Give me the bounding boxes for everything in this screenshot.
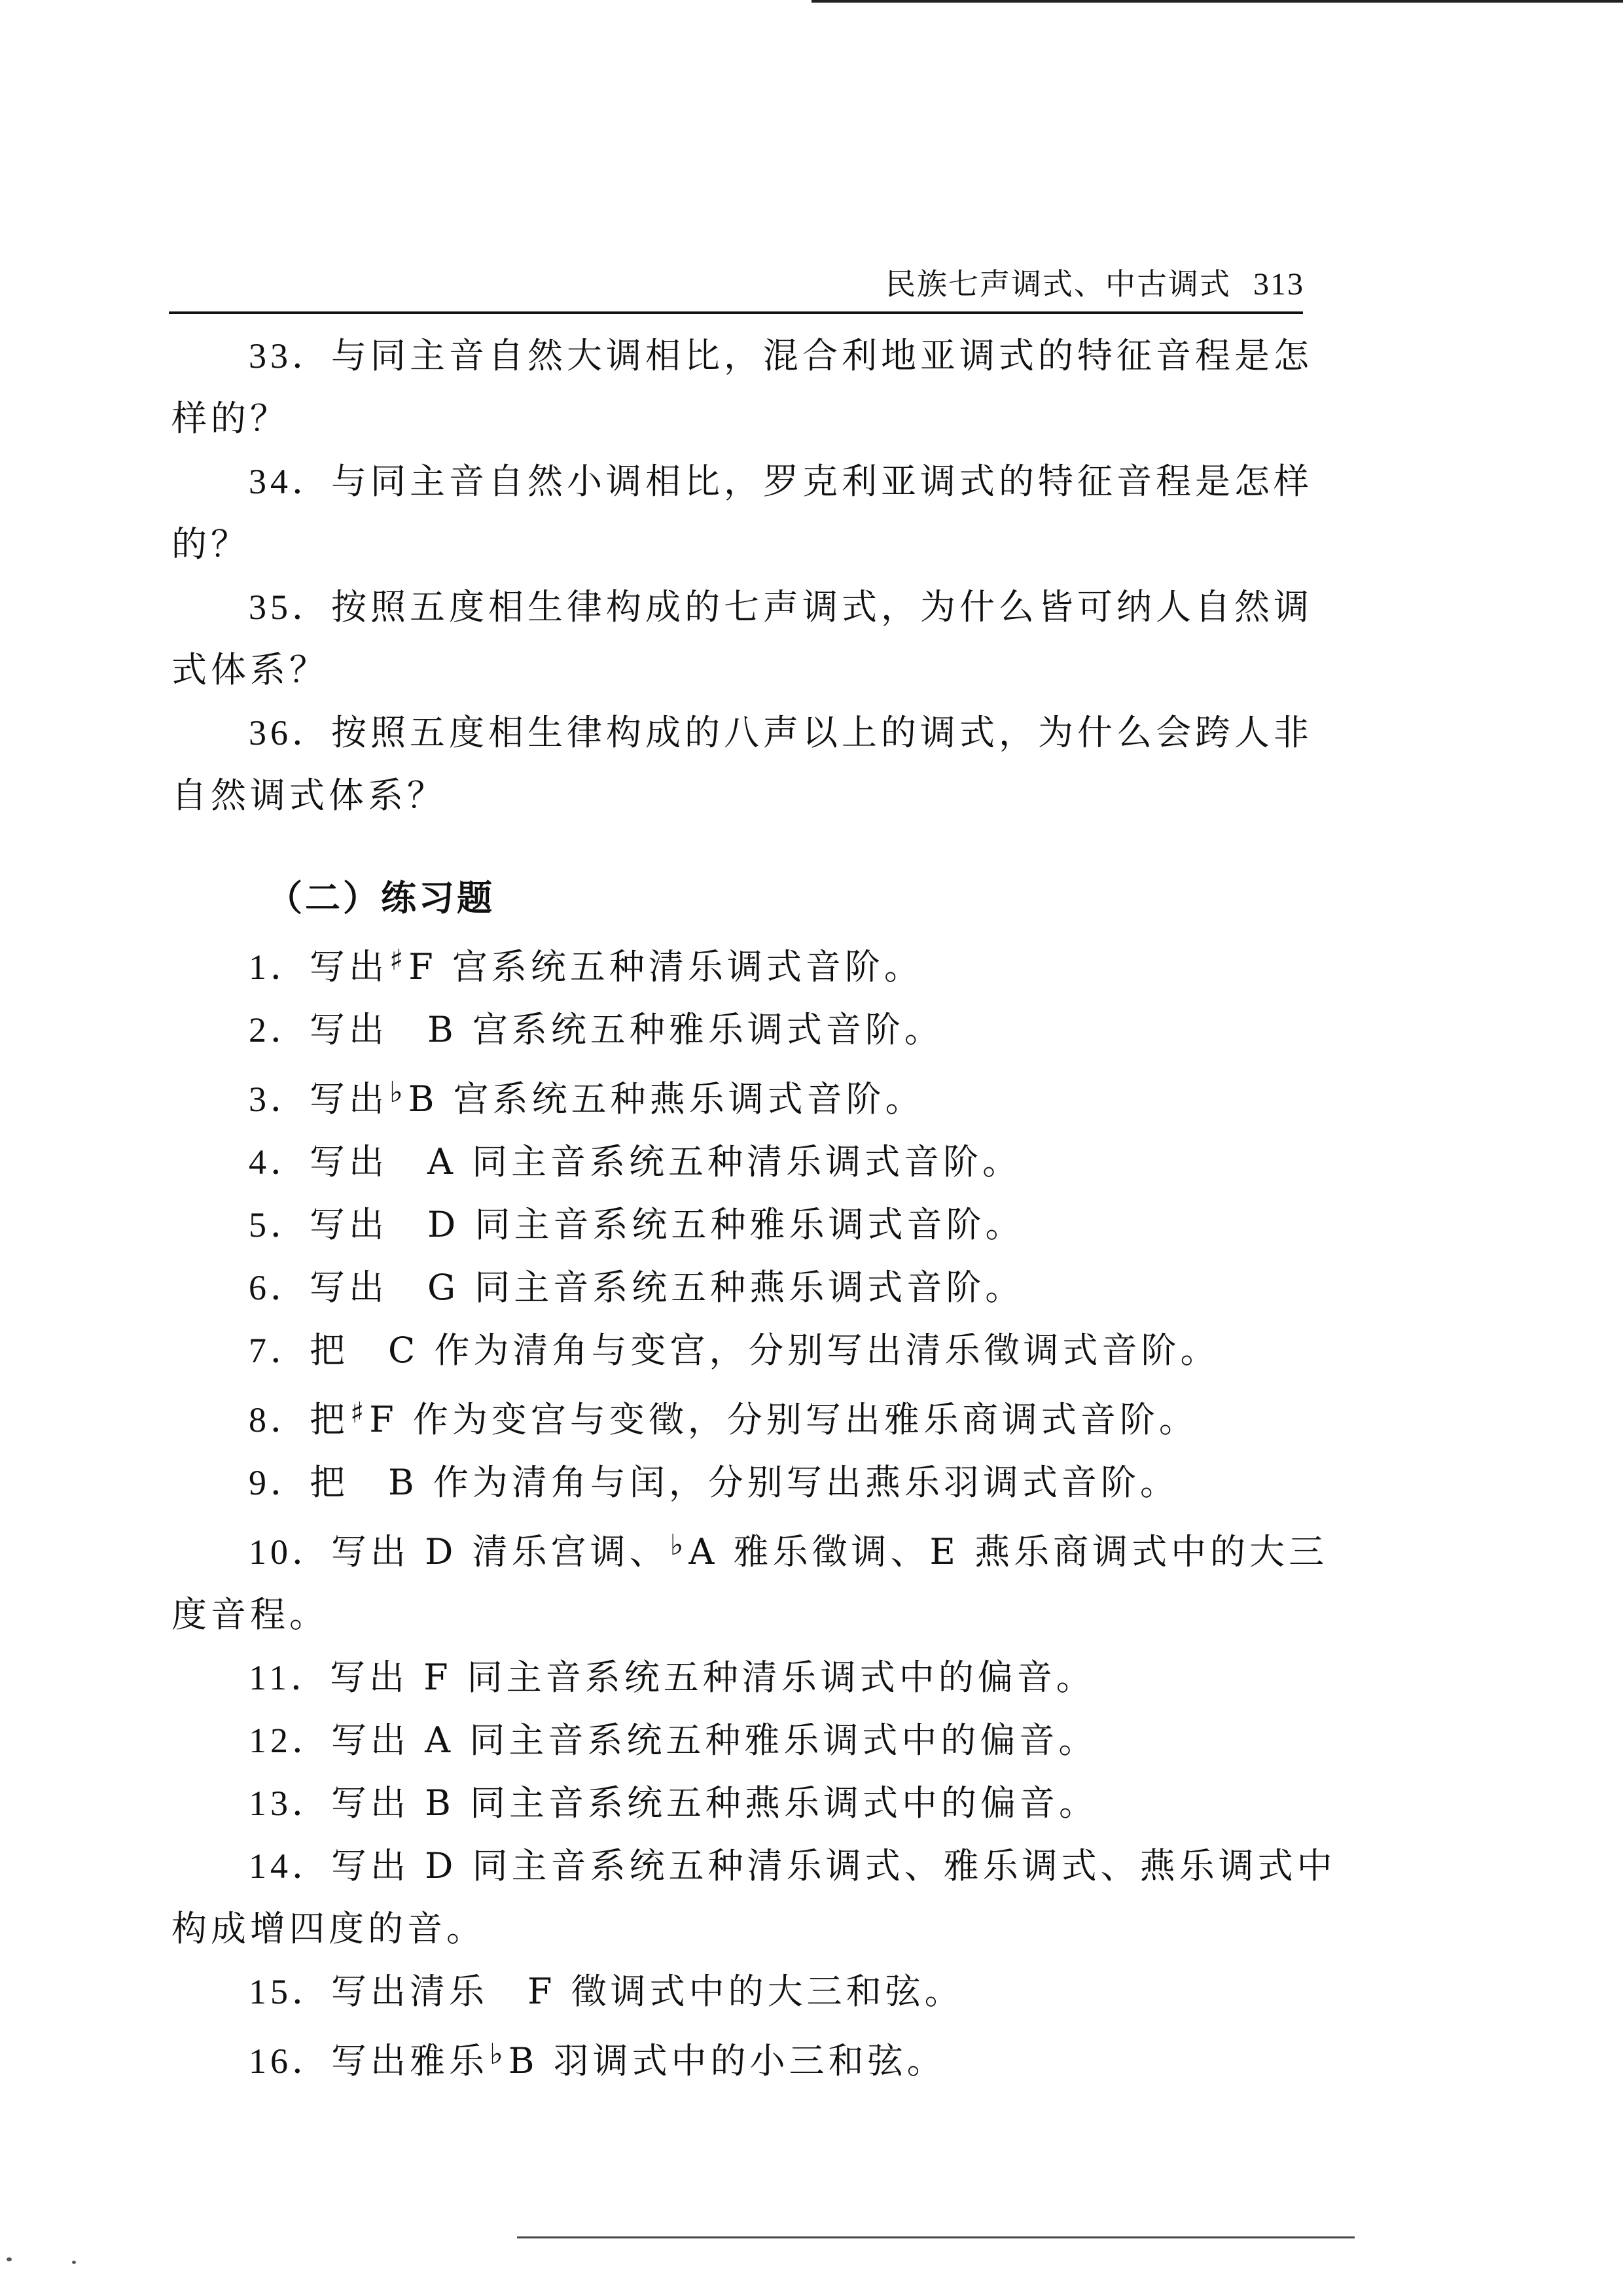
exercise-number: 16 [249, 2041, 292, 2081]
flat-sign-icon: ♭ [389, 1076, 407, 1109]
exercise-number: 4 [249, 1142, 270, 1182]
exercise-4: 4．写出 A 同主音系统五种清乐调式音阶。 [171, 1131, 1330, 1193]
section-heading: （二）练习题 [267, 877, 495, 919]
flat-sign-icon: ♭ [669, 1528, 688, 1562]
exercise-text-continued: 度音程。 [171, 1594, 329, 1635]
exercise-number: 7 [249, 1331, 270, 1370]
page-number: 313 [1253, 267, 1304, 302]
exercise-number: 5 [249, 1205, 270, 1245]
exercise-number: 11 [249, 1658, 291, 1697]
exercise-number: 15 [249, 1972, 292, 2011]
page-body [171, 325, 1336, 2093]
exercise-number: 1 [249, 947, 270, 987]
exercise-15: 15．写出清乐 F 徵调式中的大三和弦。 [171, 1960, 1330, 2023]
exercise-number: 3 [249, 1080, 270, 1119]
exercise-number: 13 [249, 1784, 292, 1823]
exercise-number: 8 [249, 1400, 270, 1439]
exercise-2: 2．写出 B 宫系统五种雅乐调式音阶。 [171, 998, 1330, 1061]
flat-sign-icon: ♭ [490, 2038, 507, 2071]
exercise-12: 12．写出 A 同主音系统五种雅乐调式中的偏音。 [171, 1709, 1330, 1772]
running-title: 民族七声调式、中古调式 [885, 266, 1231, 302]
exercise-14: 14．写出 D 同主音系统五种清乐调式、雅乐调式、燕乐调式中 构成增四度的音。 [171, 1835, 1330, 1960]
question-33 [171, 325, 1330, 450]
question-number: 35 [249, 588, 292, 627]
question-text-continued: 样的？ [171, 398, 289, 439]
exercise-10: 10．写出 D 清乐宫调、♭A 雅乐徵调、E 燕乐商调式中的大三 度音程。 [171, 1514, 1330, 1646]
exercise-9: 9．把 B 作为清角与闰，分别写出燕乐羽调式音阶。 [171, 1451, 1330, 1514]
scan-speck [7, 2257, 12, 2261]
exercise-3: 3．写出♭B 宫系统五种燕乐调式音阶。 [171, 1061, 1330, 1131]
running-header [885, 260, 1304, 304]
exercise-13: 13．写出 B 同主音系统五种燕乐调式中的偏音。 [171, 1772, 1330, 1835]
question-number: 33 [249, 336, 292, 376]
question-34 [171, 450, 1330, 576]
exercise-text-continued: 构成增四度的音。 [171, 1908, 486, 1949]
question-text: ．按照五度相生律构成的七声调式，为什么皆可纳人自然调 [292, 586, 1313, 627]
exercise-1: 1．写出♯F 宫系统五种清乐调式音阶。 [171, 929, 1330, 998]
exercise-number: 12 [249, 1721, 292, 1760]
question-36 [171, 701, 1330, 827]
question-number: 34 [249, 462, 292, 501]
sharp-sign-icon: ♯ [350, 1396, 368, 1430]
question-text-continued: 自然调式体系？ [171, 775, 446, 816]
sharp-sign-icon: ♯ [389, 944, 408, 977]
exercise-number: 2 [249, 1010, 270, 1050]
exercise-number: 6 [249, 1268, 270, 1307]
question-text: ．按照五度相生律构成的八声以上的调式，为什么会跨人非 [292, 712, 1313, 753]
footer-scan-line [517, 2236, 1355, 2238]
question-text-continued: 的？ [171, 523, 250, 565]
exercise-number: 10 [249, 1532, 292, 1572]
exercise-6: 6．写出 G 同主音系统五种燕乐调式音阶。 [171, 1256, 1330, 1319]
exercise-16: 16．写出雅乐♭B 羽调式中的小三和弦。 [171, 2023, 1330, 2093]
exercise-number: 14 [249, 1846, 292, 1886]
scan-speck [72, 2261, 76, 2264]
question-text: ．与同主音自然大调相比，混合利地亚调式的特征音程是怎 [292, 335, 1313, 376]
top-edge-rule [812, 0, 1623, 3]
question-text-continued: 式体系？ [171, 649, 329, 690]
exercise-8: 8．把♯F 作为变宫与变徵，分别写出雅乐商调式音阶。 [171, 1382, 1330, 1451]
exercise-7: 7．把 C 作为清角与变宫，分别写出清乐徵调式音阶。 [171, 1319, 1330, 1382]
exercise-11: 11．写出 F 同主音系统五种清乐调式中的偏音。 [171, 1646, 1330, 1709]
question-35 [171, 576, 1330, 701]
exercise-5: 5．写出 D 同主音系统五种雅乐调式音阶。 [171, 1193, 1330, 1256]
question-number: 36 [249, 713, 292, 752]
exercise-number: 9 [249, 1463, 270, 1502]
question-text: ．与同主音自然小调相比，罗克利亚调式的特征音程是怎样 [292, 461, 1313, 502]
header-rule [169, 311, 1303, 314]
